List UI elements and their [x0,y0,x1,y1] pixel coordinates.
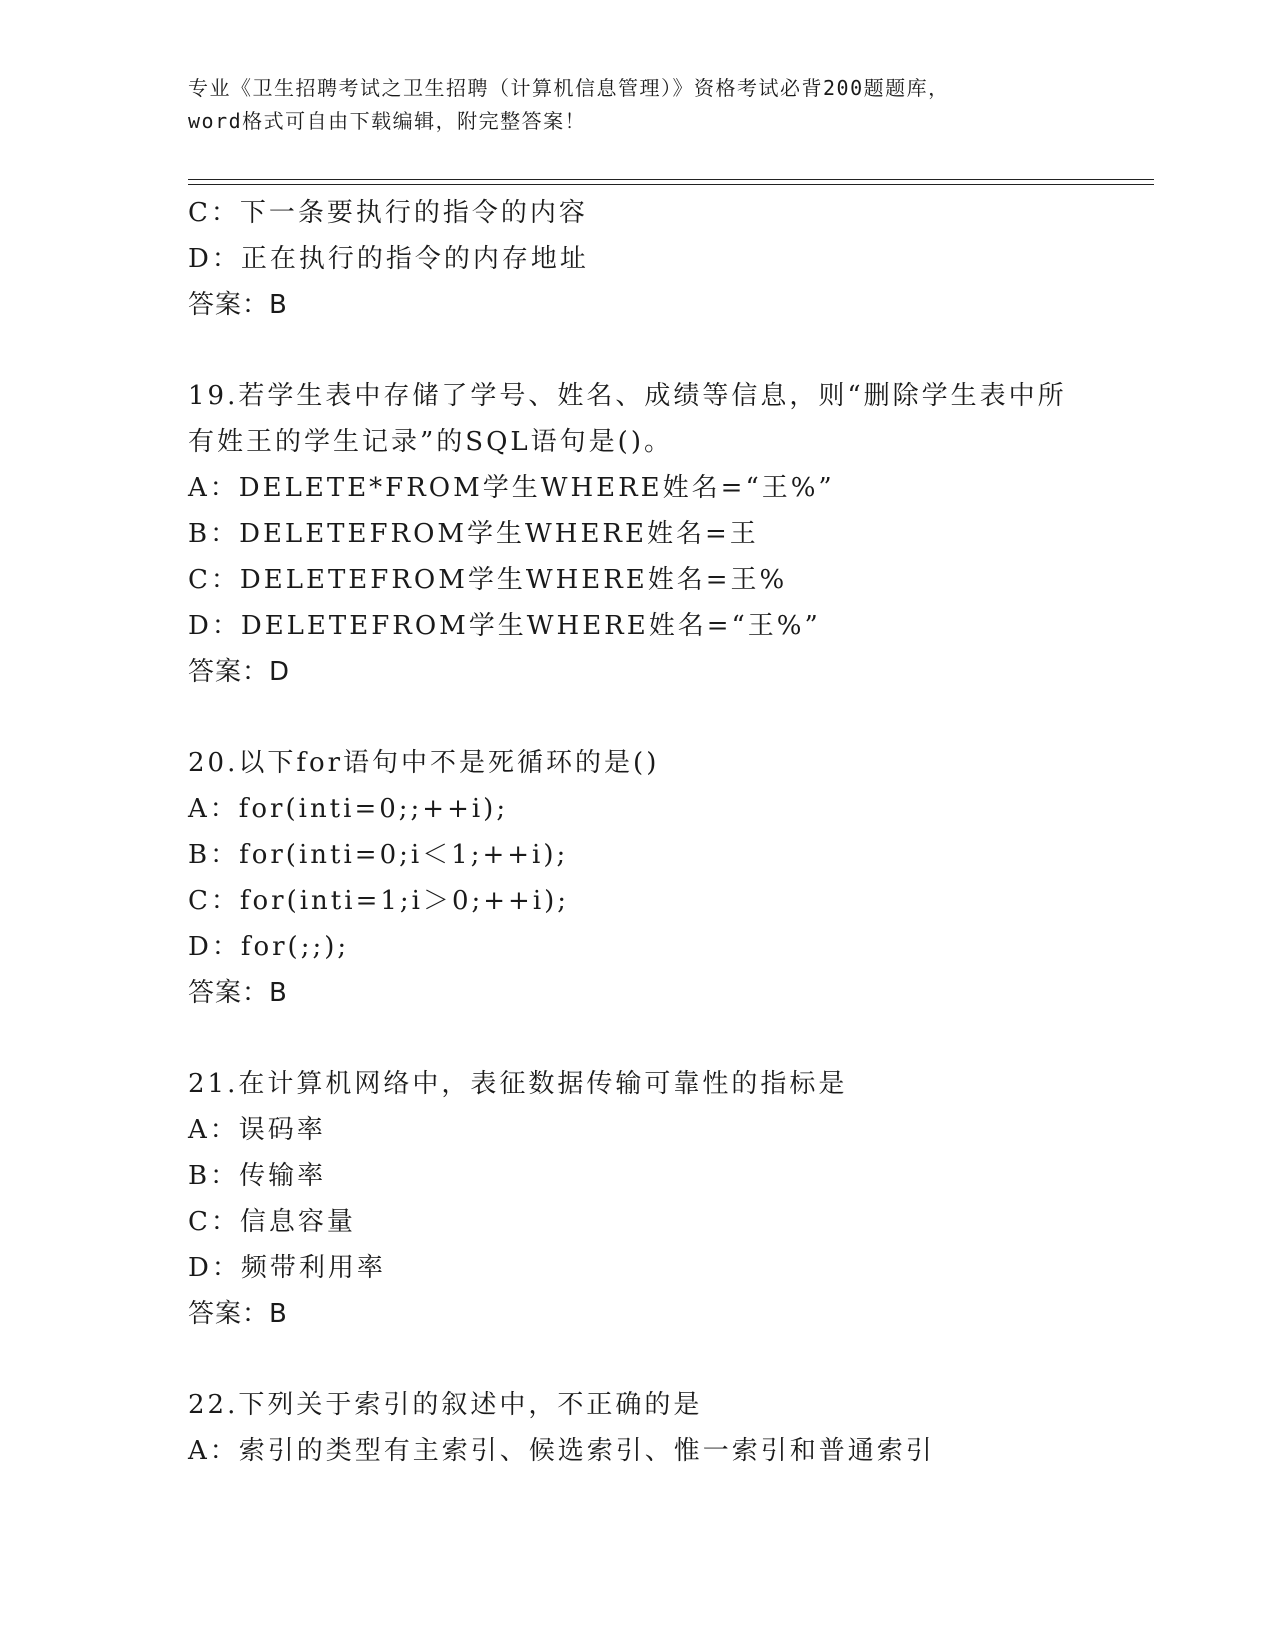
question-stem: 20.以下for语句中不是死循环的是() [188,748,660,778]
question-stem: 19.若学生表中存储了学号、姓名、成绩等信息，则“删除学生表中所 [188,381,1067,411]
option-c: C：信息容量 [188,1207,356,1237]
header-title-line-1: 专业《卫生招聘考试之卫生招聘（计算机信息管理）》资格考试必背200题题库， [188,76,950,100]
question-18-tail [188,190,1154,328]
answer-line: 答案：B [188,290,288,320]
question-22 [188,1382,1154,1474]
question-list [188,190,1154,1474]
option-b: B：传输率 [188,1161,327,1191]
option-d: D：DELETEFROM学生WHERE姓名=“王%” [188,611,821,641]
option-c: C：DELETEFROM学生WHERE姓名=王% [188,565,788,595]
answer-line: 答案：B [188,1299,288,1329]
option-a: A：误码率 [188,1115,326,1145]
question-21 [188,1061,1154,1337]
question-stem: 21.在计算机网络中，表征数据传输可靠性的指标是 [188,1069,848,1099]
header-divider-top [188,179,1154,180]
option-d: D：频带利用率 [188,1253,386,1283]
answer-line: 答案：D [188,657,291,687]
question-spacer [188,328,1154,373]
option-b: B：for(inti=0;i＜1;++i); [188,840,569,870]
option-a: A：DELETE*FROM学生WHERE姓名=“王%” [188,473,835,503]
option-c: C：for(inti=1;i＞0;++i); [188,886,570,916]
option-d: D：正在执行的指令的内存地址 [188,244,589,274]
header-title-line-2: word格式可自由下载编辑，附完整答案！ [188,109,587,133]
option-a: A：for(inti=0;;++i); [188,794,509,824]
answer-line: 答案：B [188,978,288,1008]
question-spacer [188,695,1154,740]
question-20 [188,740,1154,1016]
option-b: B：DELETEFROM学生WHERE姓名=王 [188,519,759,549]
question-stem-continued: 有姓王的学生记录”的SQL语句是()。 [188,427,673,457]
question-spacer [188,1016,1154,1061]
question-spacer [188,1337,1154,1382]
question-stem: 22.下列关于索引的叙述中，不正确的是 [188,1390,703,1420]
question-19 [188,373,1154,695]
option-c: C：下一条要执行的指令的内容 [188,198,588,228]
header-divider-bottom [188,184,1154,185]
document-header [188,72,1148,138]
option-d: D：for(;;); [188,932,350,962]
option-a: A：索引的类型有主索引、候选索引、惟一索引和普通索引 [188,1436,935,1466]
